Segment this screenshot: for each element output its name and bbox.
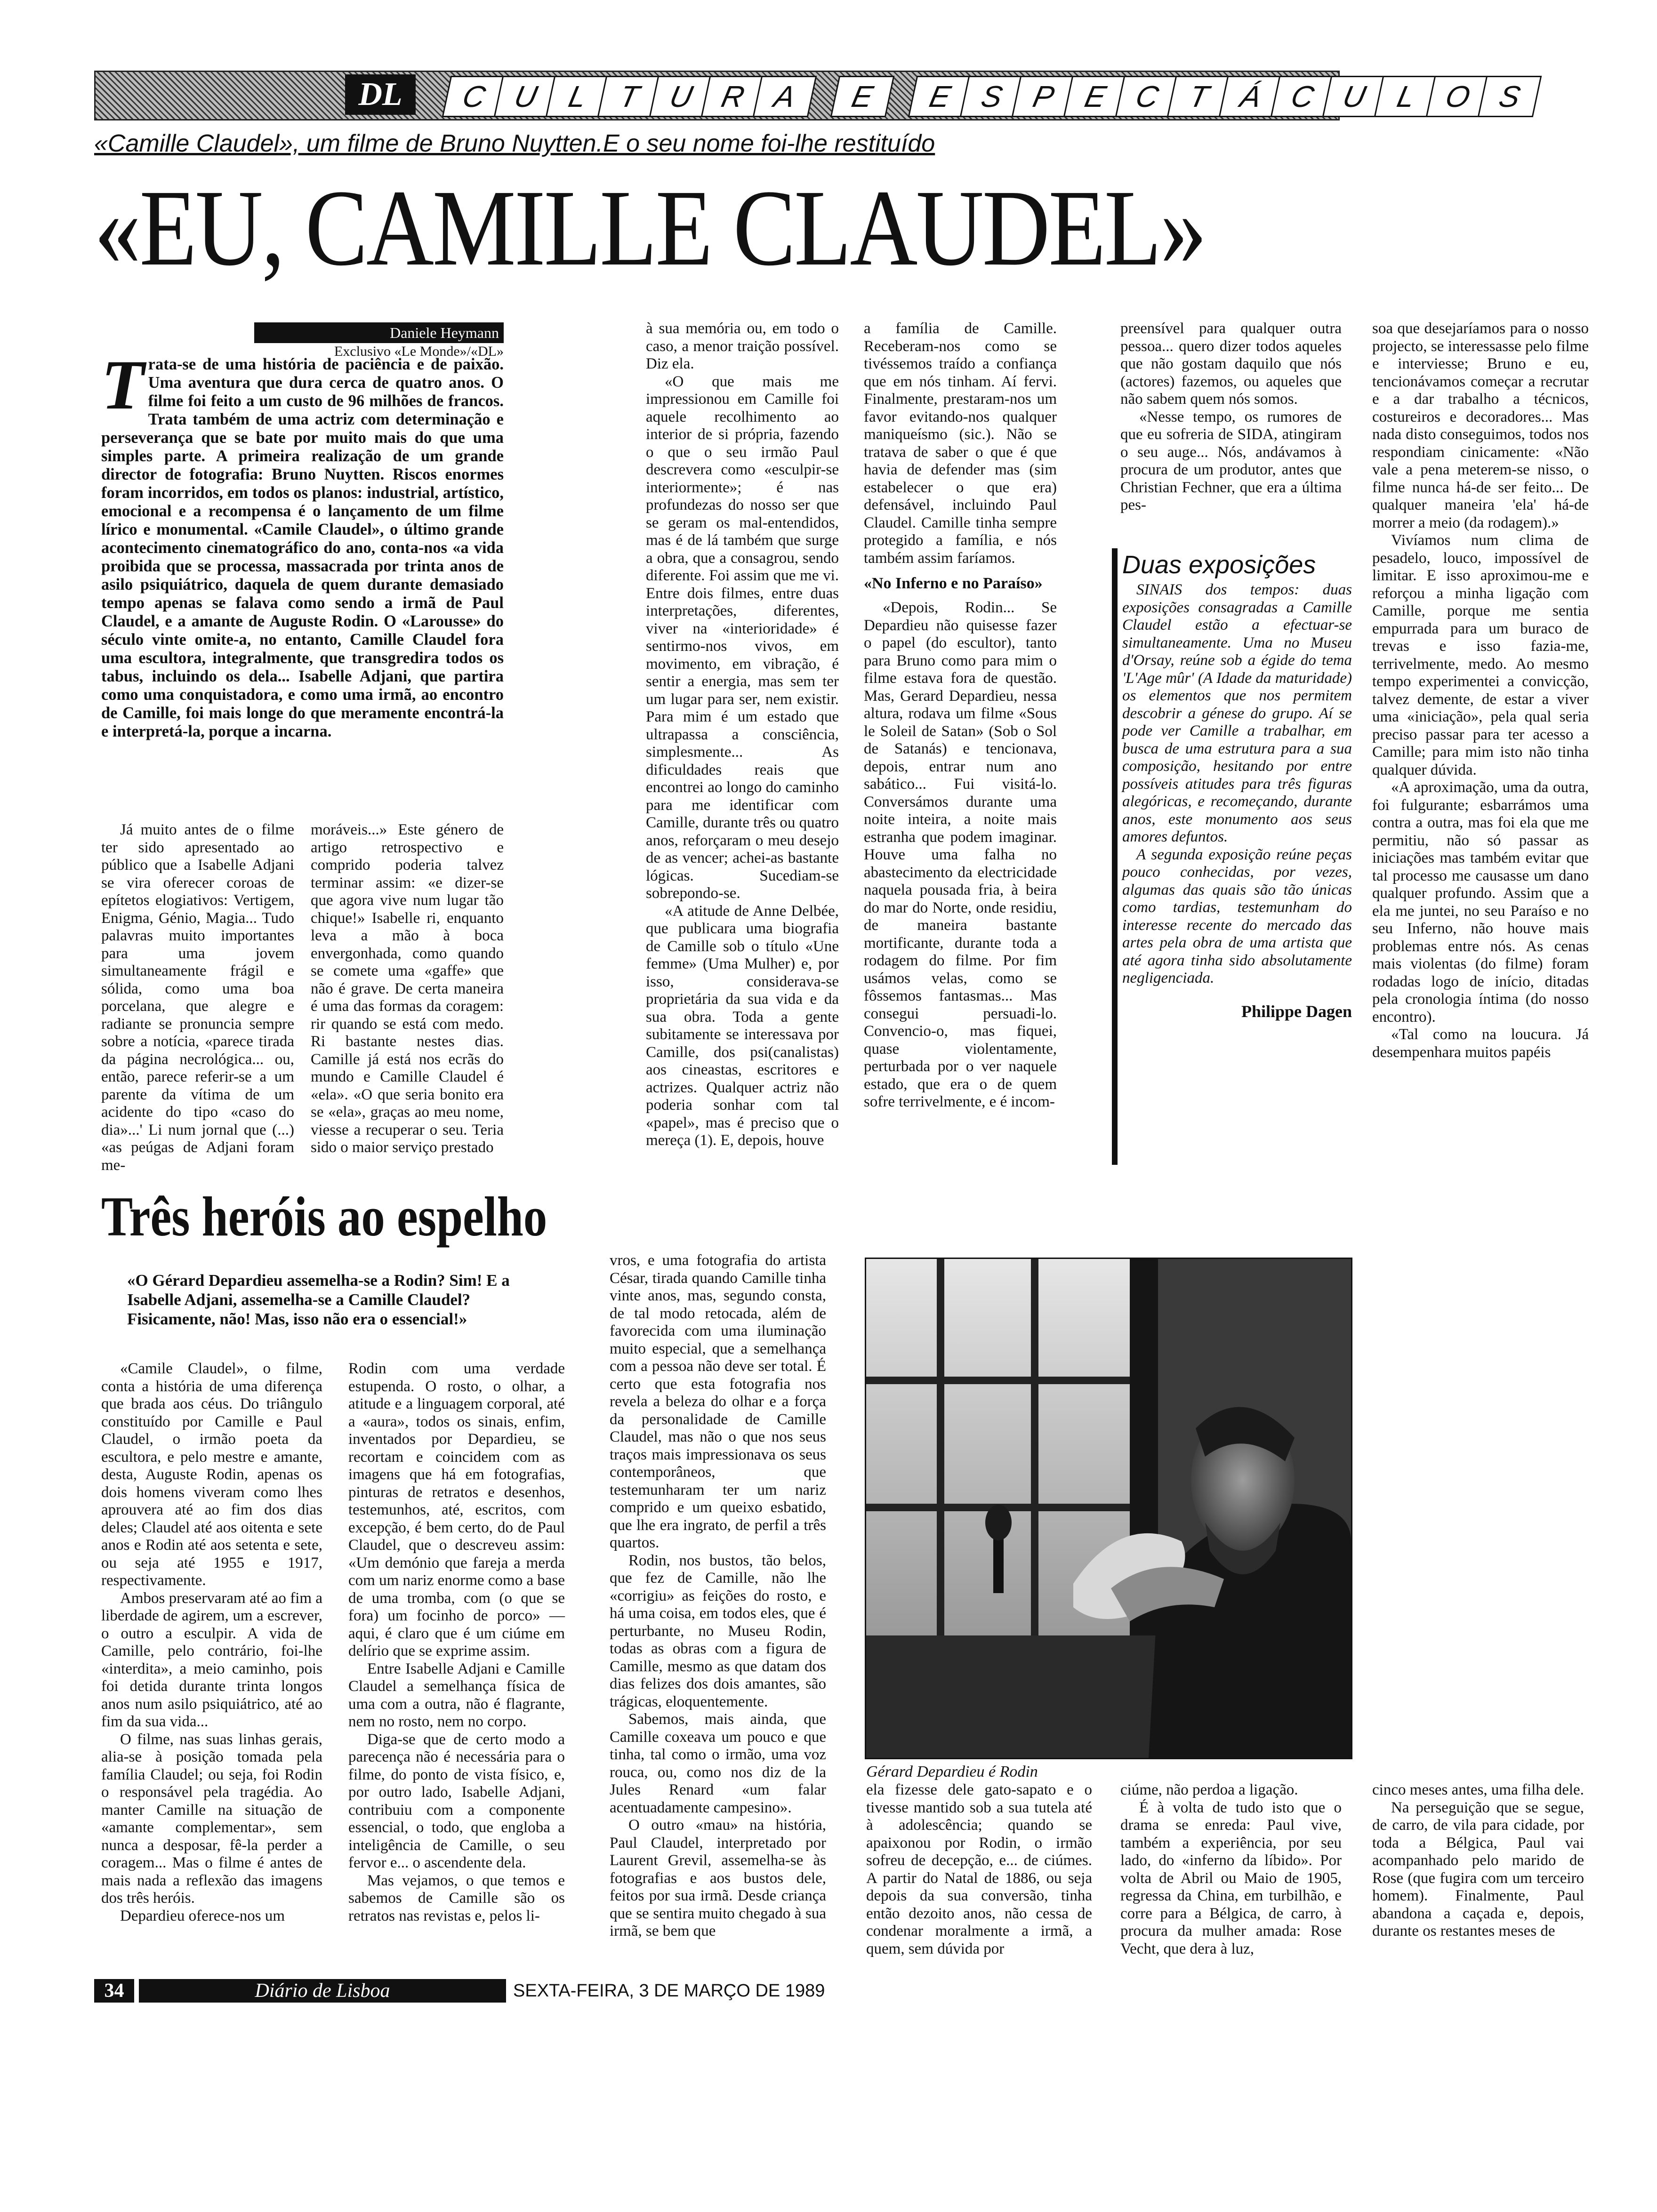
paragraph: Rodin, nos bustos, tão belos, que fez de Camille, não lhe «corrigiu» as feições do rosto, e há uma coisa, em todos eles, que é perturbante, no Museu Rodin, todas as obras com a figura de Camille, mesmo as que datam dos dias felizes dos dois amantes, são trágicas, eloquentemente. [610, 1552, 826, 1710]
paragraph: «Depois, Rodin... Se Depardieu não quisesse fazer o papel (do escultor), tanto para Bruno como para mim o filme estava fora de questão. Mas, Gerard Depardieu, nessa altura, rodava um filme «Sous le Soleil de Satan» (Sob o Sol de Satanás) e tencionava, depois, entrar num ano sabático... Fui visitá-lo. Conversámos durante uma noite inteira, a noite mais estranha que podem imaginar. Houve uma falha no abastecimento da electricidade naquela pousada fria, à beira do mar do Norte, onde residiu, de maneira bastante mortificante, durante toda a rodagem do filme. Por fim usámos velas, como se fôssemos fantasmas... Mas consegui persuadi-lo. Convencio-o, mas fiquei, quase violentamente, perturbada por o ver naquele estado, que era o de quem sofre terrivelmente, e é incom- [864, 599, 1057, 1110]
article-column [1120, 1781, 1342, 1958]
article-photo [865, 1258, 1352, 1759]
sidebar-box [1112, 548, 1352, 1165]
banner-letter: T [597, 76, 662, 117]
drop-cap: T [101, 346, 145, 424]
paragraph: O outro «mau» na história, Paul Claudel, interpretado por Laurent Grevil, assemelha-se às fotografias e aos bustos dele, feitos por sua irmã. Desde criança que se sentira muito chegado à sua irmã, se bem que [610, 1817, 826, 1940]
banner-letter: E [830, 76, 895, 117]
photo-illustration [866, 1259, 1351, 1758]
issue-date: SEXTA-FEIRA, 3 DE MARÇO DE 1989 [513, 1981, 825, 2001]
article-column [101, 821, 294, 1174]
paragraph: à sua memória ou, em todo o caso, a menor traição possível. Diz ela. [646, 320, 839, 372]
article-column [610, 1252, 826, 1940]
masthead: Diário de Lisboa [139, 1979, 506, 2003]
banner-letter: C [442, 76, 507, 117]
paragraph: «A aproximação, uma da outra, foi fulgurante; esbarrámos uma contra a outra, mas foi ela que me permitiu, não só passar as iniciações mas também evitar que tal processo me causasse um dano qualquer profundo. Assim que a ela me juntei, no seu Paraíso e no seu Inferno, não houve mais problemas entre nós. As cenas mais violentas (do filme) foram rodadas logo de início, ditadas pela cronologia íntima (do nosso encontro). [1372, 779, 1589, 1026]
paragraph: a família de Camille. Receberam-nos como se tivéssemos traído a confiança que em nós tinham. Aí fervi. Finalmente, prestaram-nos um favor evitando-nos qualquer maniqueísmo (sic.). Não se tratava de saber o que é que havia de defender mas (sim estabelecer o que era) defensável, incluindo Paul Claudel. Camille tinha sempre protegido a família, e nós também assim faríamos. [864, 320, 1057, 567]
banner-letter: O [1426, 76, 1490, 117]
banner-letter: C [1115, 76, 1180, 117]
section-banner [94, 71, 1523, 120]
banner-letter: U [649, 76, 714, 117]
banner-letter: S [1478, 76, 1542, 117]
subheading: «No Inferno e no Paraíso» [864, 575, 1043, 592]
byline: Daniele Heymann [254, 322, 504, 343]
banner-letter: L [1374, 76, 1439, 117]
article-column [101, 1360, 322, 1925]
paragraph: moráveis...» Este género de artigo retrospectivo e comprido poderia talvez terminar assim: «e dizer-se que agora vive num lugar tão chique!» Isabelle ri, enquanto leva a mão à boca envergonhada, como quando se comete uma «gaffe» que não é grave. De certa maneira é uma das formas da coragem: rir quando se está com medo. Ri bastante nestes dias. Camille já está nos ecrãs do mundo e Camille Claudel é «ela». «O que seria bonito era se «ela», graças ao meu nome, viesse a recuperar o seu. Teria sido o maior serviço prestado [311, 821, 504, 1156]
paragraph: O filme, nas suas linhas gerais, alia-se à posição tomada pela família Claudel; ou seja, foi Rodin o responsável pela tragédia. Ao manter Camille na situação de «amante complementar», sem nunca a desposar, fê-la perder a coragem... Mas o filme é antes de mais nada a reflexão das imagens dos três heróis. [101, 1731, 322, 1907]
paragraph: Já muito antes de o filme ter sido apresentado ao público que a Isabelle Adjani se vira oferecer coroas de epítetos elogiativos: Vertigem, Enigma, Génio, Magia... Tudo palavras muito importantes para uma jovem simultaneamente frágil e sólida, como uma boa porcelana, que alegre e radiante se pronuncia sempre sobre a notícia, «parece tirada da página necrológica... ou, então, parece referir-se a um parente da vítima de um acidente do tipo «caso do dia»...' Li num jornal que (...) «as peúgas de Adjani foram me- [101, 821, 294, 1174]
paragraph: «Camile Claudel», o filme, conta a história de uma diferença que brada aos céus. Do triângulo constituído por Camille e Paul Claudel, o irmão poeta da escultora, e pelo mestre e amante, desta, Auguste Rodin, apenas os dois homens viveram como lhes aprouvera até ao fim dos dias deles; Claudel até aos oitenta e sete anos e Rodin até aos setenta e sete, ou seja até 1955 e 1917, respectivamente. [101, 1360, 322, 1589]
page-number: 34 [94, 1979, 134, 2003]
paragraph: Depardieu oferece-nos um [120, 1907, 285, 1924]
paragraph: «O que mais me impressionou em Camille foi aquele recolhimento ao interior de si própria, fazendo o que o seu irmão Paul descrevera como «esculpir-se interiormente»; é nas profundezas do nosso ser que se geram os mal-entendidos, mas é de lá também que surge a obra, que a consagrou, sendo diferente. Foi assim que me vi. Entre dois filmes, entre duas interpretações, diferentes, viver na «interioridade» é sentirmo-nos vivos, em movimento, em vibração, é sentir a energia, mas sem ter um lugar para ser, nem existir. Para mim é um estado que ultrapassa a consciência, simplesmente... As dificuldades reais que encontrei ao longo do caminho para me identificar com Camille, durante três ou quatro anos, reforçaram o meu desejo de as vencer; achei-as bastante lógicas. Sucediam-se sobrepondo-se. [646, 373, 839, 902]
article-column [866, 1781, 1092, 1958]
article-headline: «EU, CAMILLE CLAUDEL» [94, 168, 1206, 289]
banner-letter: Á [1219, 76, 1283, 117]
photo-caption: Gérard Depardieu é Rodin [866, 1763, 1038, 1780]
box-author: Philippe Dagen [1241, 1002, 1352, 1021]
second-headline: Três heróis ao espelho [101, 1185, 547, 1248]
banner-letter: T [1167, 76, 1231, 117]
paragraph: É à volta de tudo isto que o drama se enreda: Paul vive, também a experiência, por seu lado, do «inferno da líbido». Por volta de Abril ou Maio de 1905, regressa da China, em turbilhão, e corre para a Bélgica, de carro, à procura da mulher amada: Rose Vecht, que dera à luz, [1120, 1799, 1342, 1957]
paragraph: «A atitude de Anne Delbée, que publicara uma biografia de Camille sob o título «Une femme» (Uma Mulher) e, por isso, considerava-se proprietária da sua vida e da sua obra. Toda a gente subitamente se interessava por Camille, dos psi(canalistas) aos cineastas, escritores e actrizes. Qualquer actriz não poderia sonhar com tal «papel», mas é preciso que o mereça (1). E, depois, houve [646, 902, 839, 1149]
paragraph: ciúme, não perdoa a ligação. [1120, 1781, 1298, 1798]
article-column [1120, 320, 1342, 514]
article-column [1372, 1781, 1584, 1940]
paragraph: Mas vejamos, o que temos e sabemos de Camille são os retratos nas revistas e, pelos li- [348, 1872, 565, 1924]
article-column [311, 821, 504, 1157]
paragraph: «Tal como na loucura. Já desempenhara muitos papéis [1372, 1026, 1589, 1061]
paragraph: A segunda exposição reúne peças pouco conhecidas, por vezes, algumas das quais são tão únicas como tardias, testemunham do interesse recente do mercado das artes pela obra de uma artista que até agora tinha sido absolutamente negligenciada. [1122, 846, 1352, 986]
paragraph: Sabemos, mais ainda, que Camille coxeava um pouco e que tinha, tal como o irmão, uma voz rouca, ou, como nos diz de la Jules Renard «um falar acentuadamente campesino». [610, 1711, 826, 1816]
banner-letter: E [1063, 76, 1128, 117]
byline-source: Exclusivo «Le Monde»/«DL» [334, 344, 504, 359]
paragraph: cinco meses antes, uma filha dele. [1372, 1781, 1584, 1798]
section-logo: DL [345, 74, 416, 115]
paragraph: Entre Isabelle Adjani e Camille Claudel a semelhança física de uma com a outra, não é flagrante, nem no rosto, nem no corpo. [348, 1660, 565, 1730]
article-column [646, 320, 839, 1150]
banner-letter: U [1322, 76, 1387, 117]
banner-letter: U [494, 76, 558, 117]
banner-letter: E [908, 76, 973, 117]
banner-letter: A [753, 76, 817, 117]
paragraph: SINAIS dos tempos: duas exposições consagradas a Camille Claudel estão a efectuar-se simultaneamente. Uma no Museu d'Orsay, reúne sob a égide do tema 'L'Age mûr' (A Idade da maturidade) os elementos que nos permitem descobrir a génese do grupo. Aí se pode ver Camille a trabalhar, em busca de uma estrutura para a sua composição, hesitando por entre possíveis atitudes para três figuras alegóricas, e recomeçando, durante anos, este monumento aos seus amores defuntos. [1122, 581, 1352, 845]
paragraph: «Nesse tempo, os rumores de que eu sofreria de SIDA, atingiram o seu auge... Nós, andávamos à procura de um produtor, antes que Christian Fechner, que era a última pes- [1120, 408, 1342, 513]
article-column [864, 320, 1057, 1111]
paragraph: Vivíamos num clima de pesadelo, louco, impossível de limitar. E isso aproximou-me e reforçou a minha ligação com Camille, porque me sentia empurrada para um buraco de trevas e isso fazia-me, terrivelmente, medo. Ao mesmo tempo experimentei a convicção, talvez demente, de estar a viver uma «iniciação», pela qual seria preciso passar para ter acesso a Camille; para mim isto não tinha qualquer dúvida. [1372, 532, 1589, 778]
banner-letter: C [1271, 76, 1335, 117]
article-column [1372, 320, 1589, 1061]
paragraph: preensível para qualquer outra pessoa... quero dizer todos aqueles que não gostam daquilo que nós (actores) fazemos, ou aqueles que não sabem quem nós somos. [1120, 320, 1342, 408]
banner-letter: R [701, 76, 765, 117]
paragraph: ela fizesse dele gato-sapato e o tivesse mantido sob a sua tutela até à adolescência; quando se apaixonou por Rodin, o irmão sofreu de decepção, e... de ciúmes. A partir do Natal de 1886, ou seja depois da sua conversão, tinha então dezoito anos, não cessa de condenar moralmente a irmã, a quem, sem dúvida por [866, 1781, 1092, 1957]
banner-letter: P [1012, 76, 1076, 117]
paragraph: vros, e uma fotografia do artista César, tirada quando Camille tinha vinte anos, mas, segundo consta, de tal modo retocada, além de favorecida com uma iluminação muito especial, que a semelhança com a pessoa não deve ser total. É certo que esta fotografia nos revela a beleza do olhar e a força da personalidade de Camille Claudel, mas não o que nos seus traços mais impressionava os seus contemporâneos, que testemunharam ter um nariz comprido e um queixo esbatido, que lhe era ingrato, de perfil a três quartos. [610, 1252, 826, 1551]
paragraph: soa que desejaríamos para o nosso projecto, se interessasse pelo filme e interviesse; Bruno e eu, tencionávamos começar a recrutar e a dar trabalho a técnicos, costureiros e decoradores... Mas nada disto conseguimos, todos nos respondiam cinicamente: «Não vale a pena meterem-se nisso, o filme nunca há-de ser feito... De qualquer maneira 'ela' há-de morrer a meio (da rodagem).» [1372, 320, 1589, 531]
banner-letter: L [546, 76, 610, 117]
box-text [1122, 581, 1352, 987]
paragraph: Rodin com uma verdade estupenda. O rosto, o olhar, a atitude e a linguagem corporal, até a «aura», todos os sinais, enfim, inventados por Depardieu, se recortam e coincidem com as imagens que há em fotografias, pinturas de retratos e desenhos, testemunhos, até, escritos, com excepção, é bem certo, do de Paul Claudel, que o descreveu assim: «Um demónio que fareja a merda com um nariz enorme como a base de uma tromba, com (o que se fora) um focinho de porco» — aqui, é claro que é um ciúme em delírio que se exprime assim. [348, 1360, 565, 1659]
box-title: Duas exposições [1122, 551, 1316, 579]
second-intro: «O Gérard Depardieu assemelha-se a Rodin? Sim! E a Isabelle Adjani, assemelha-se a Camille Claudel? Fisicamente, não! Mas, isso não era o essencial!» [127, 1271, 510, 1328]
paragraph: Diga-se que de certo modo a parecença não é necessária para o filme, do ponto de vista físico, e, por outro lado, Isabelle Adjani, contribuiu com a componente essencial, o todo, que engloba a inteligência de Camille, o seu fervor e... o ascendente dela. [348, 1731, 565, 1871]
banner-letter: S [960, 76, 1024, 117]
article-kicker: «Camille Claudel», um filme de Bruno Nuytten.E o seu nome foi-lhe restituído [94, 130, 935, 157]
paragraph: Ambos preservaram até ao fim a liberdade de agirem, um a escrever, o outro a esculpir. A vida de Camille, pelo contrário, foi-lhe «interdita», a meio caminho, pois foi detida durante trinta longos anos num asilo psiquiátrico, até ao fim da sua vida... [101, 1589, 322, 1730]
page-footer [94, 1979, 1657, 2003]
lede-text: rata-se de uma história de paciência e de paixão. Uma aventura que dura cerca de quatro anos. O filme foi feito a um custo de 96 milhões de francos. Trata também de uma actriz com determinação e perseverança que se bate por muito mais do que uma simples parte. A primeira realização de um grande director de fotografia: Bruno Nuytten. Riscos enormes foram incorridos, em todos os planos: industrial, artístico, emocional e a recompensa é o lançamento de um filme lírico e monumental. «Camile Claudel», o último grande acontecimento cinematográfico do ano, conta-nos «a vida proibida que se processa, massacrada por trinta anos de asilo psiquiátrico, daquela de quem durante demasiado tempo apenas se falava como sendo a irmã de Paul Claudel, e a amante de Auguste Rodin. O «Larousse» do século vinte omite-a, no entanto, Camille Claudel fora uma escultora, integralmente, que transgredira todos os tabus, incluindo os dela... Isabelle Adjani, que partira como uma conquistadora, e como uma irmã, ao encontro de Camille, foi mais longe do que meramente encontrá-la e interpretá-la, porque a incarna. [101, 355, 504, 740]
article-column [348, 1360, 565, 1925]
paragraph: Na perseguição que se segue, de carro, de vila para cidade, por toda a Bélgica, Paul vai acompanhado pelo marido de Rose (que fugira com um terceiro homem). Finalmente, Paul abandona a caçada e, depois, durante os restantes meses de [1372, 1799, 1584, 1940]
